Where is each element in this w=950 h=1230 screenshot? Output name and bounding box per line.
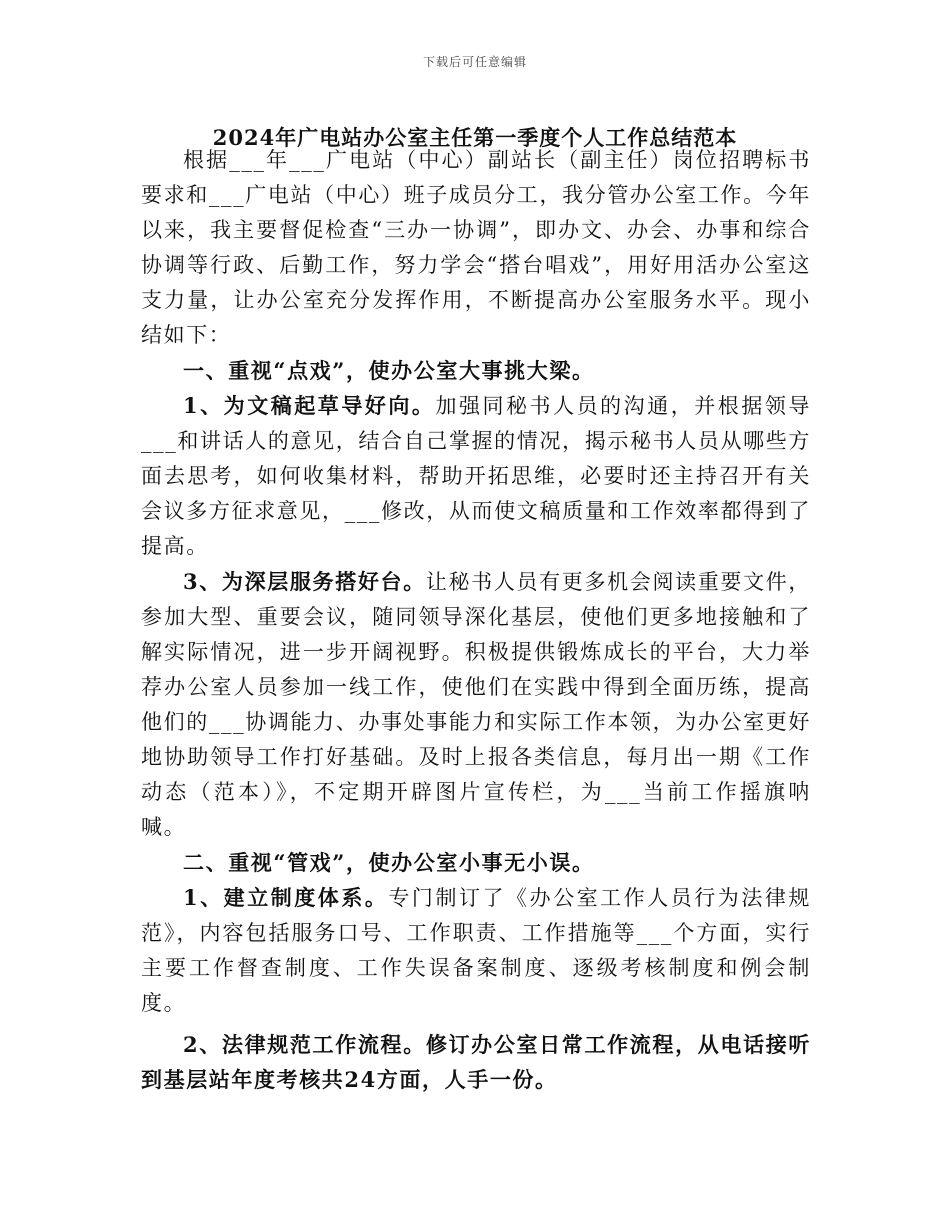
document-body (141, 143, 811, 1097)
document-title: 2024年广电站办公室主任第一季度个人工作总结范本 (212, 125, 738, 150)
item-lead: 1、为文稿起草导好向。 (183, 393, 436, 418)
paragraph-item-1 (141, 388, 811, 564)
header-note: 下载后可任意编辑 (422, 55, 527, 69)
item-lead: 3、为深层服务搭好台。 (183, 569, 426, 594)
item-lead: 1、建立制度体系。 (183, 885, 389, 910)
item-text: 专门制订了《办公室工作人员行为法律规范》，内容包括服务口号、工作职责、工作措施等___个方面，实行主要工作督查制度、工作失误备案制度、逐级考核制度和例会制度。 (141, 886, 811, 1015)
item-text: 让秘书人员有更多机会阅读重要文件，参加大型、重要会议，随同领导深化基层，使他们更多地接触和了解实际情况，进一步开阔视野。积极提供锻炼成长的平台，大力举荐办公室人员参加一线工作，使他们在实践中得到全面历练，提高他们的___协调能力、办事处事能力和实际工作本领，为办公室更好地协助领导工作打好基础。及时上报各类信息，每月出一期《工作动态（范本）》，不定期开辟图片宣传栏，为___当前工作摇旗呐喊。 (141, 570, 811, 839)
paragraph-item-3 (141, 564, 811, 845)
paragraph-intro: 根据___年___广电站（中心）副站长（副主任）岗位招聘标书要求和___广电站（中心）班子成员分工，我分管办公室工作。今年以来，我主要督促检查“三办一协调”，即办文、办会、办事和综合协调等行政、后勤工作，努力学会“搭台唱戏”，用好用活办公室这支力量，让办公室充分发挥作用，不断提高办公室服务水平。现小结如下： (141, 148, 811, 347)
paragraph-item-5: 2、法律规范工作流程。修订办公室日常工作流程，从电话接听到基层站年度考核共24方面，人手一份。 (141, 1032, 811, 1092)
item-text: 加强同秘书人员的沟通，并根据领导___和讲话人的意见，结合自己掌握的情况，揭示秘书人员从哪些方面去思考，如何收集材料，帮助开拓思维，必要时还主持召开有关会议多方征求意见，___修改，从而使文稿质量和工作效率都得到了提高。 (141, 394, 811, 558)
paragraph-item-4 (141, 880, 811, 1021)
section-heading-2: 二、重视“管戏”，使办公室小事无小误。 (183, 850, 595, 875)
section-heading-1: 一、重视“点戏”，使办公室大事挑大梁。 (183, 358, 595, 383)
